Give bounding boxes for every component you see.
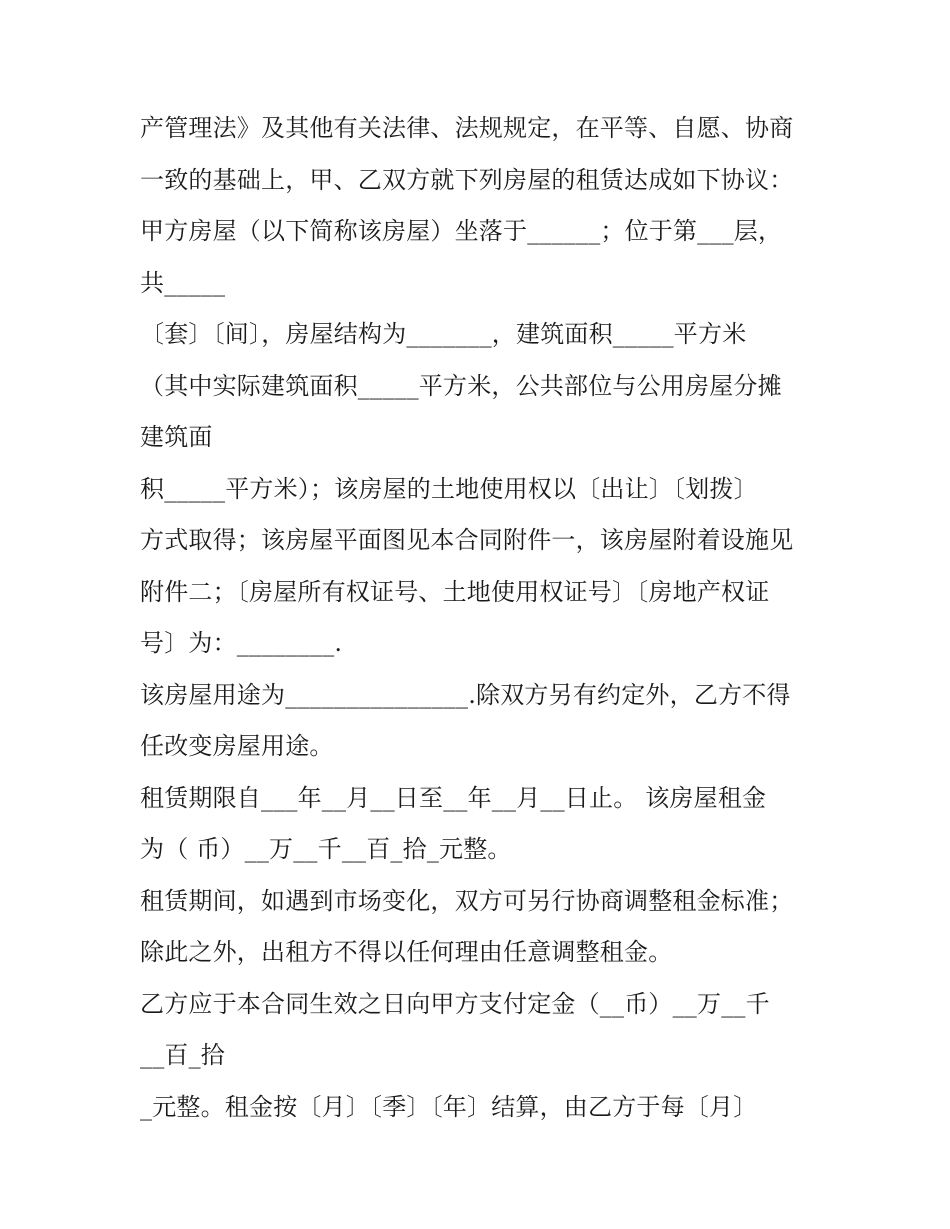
text-line: 方式取得；该房屋平面图见本合同附件一，该房屋附着设施见 (140, 526, 794, 554)
text-line: 为（ 币）__万__千__百_拾_元整。 (140, 835, 512, 863)
text-line: 建筑面 (140, 423, 213, 451)
text-line: 租赁期间，如遇到市场变化，双方可另行协商调整租金标准； (140, 886, 794, 915)
text-line: 甲方房屋（以下简称该房屋）坐落于______；位于第___层， (140, 217, 783, 245)
text-line: 租赁期限自___年__月__日至__年__月__日止。 该房屋租金 (140, 783, 767, 812)
text-line: 一致的基础上，甲、乙双方就下列房屋的租赁达成如下协议： (140, 165, 794, 194)
text-line: 乙方应于本合同生效之日向甲方支付定金（__币）__万__千 (140, 989, 770, 1018)
text-line: _元整。租金按〔月〕〔季〕〔年〕结算，由乙方于每〔月〕 (140, 1092, 758, 1121)
text-line: 产管理法》及其他有关法律、法规规定，在平等、自愿、协商 (140, 114, 794, 142)
text-line: 除此之外，出租方不得以任何理由任意调整租金。 (140, 938, 673, 966)
text-line: __百_拾 (140, 1041, 225, 1069)
text-line: 附件二；〔房屋所有权证号、土地使用权证号〕〔房地产权证 (140, 577, 770, 606)
text-line: 该房屋用途为_______________.除双方另有约定外，乙方不得 (140, 680, 791, 709)
text-line: 积_____平方米）；该房屋的土地使用权以〔出让〕〔划拨〕 (140, 474, 758, 503)
text-line: 〔套〕〔间〕，房屋结构为_______，建筑面积_____平方米 (140, 320, 747, 348)
text-line: 任改变房屋用途。 (140, 732, 334, 760)
text-line: （其中实际建筑面积_____平方米，公共部位与公用房屋分摊 (140, 371, 782, 400)
text-line: 号〕为：________. (140, 629, 343, 657)
text-line: 共_____ (140, 268, 226, 297)
document-body (140, 103, 830, 1133)
